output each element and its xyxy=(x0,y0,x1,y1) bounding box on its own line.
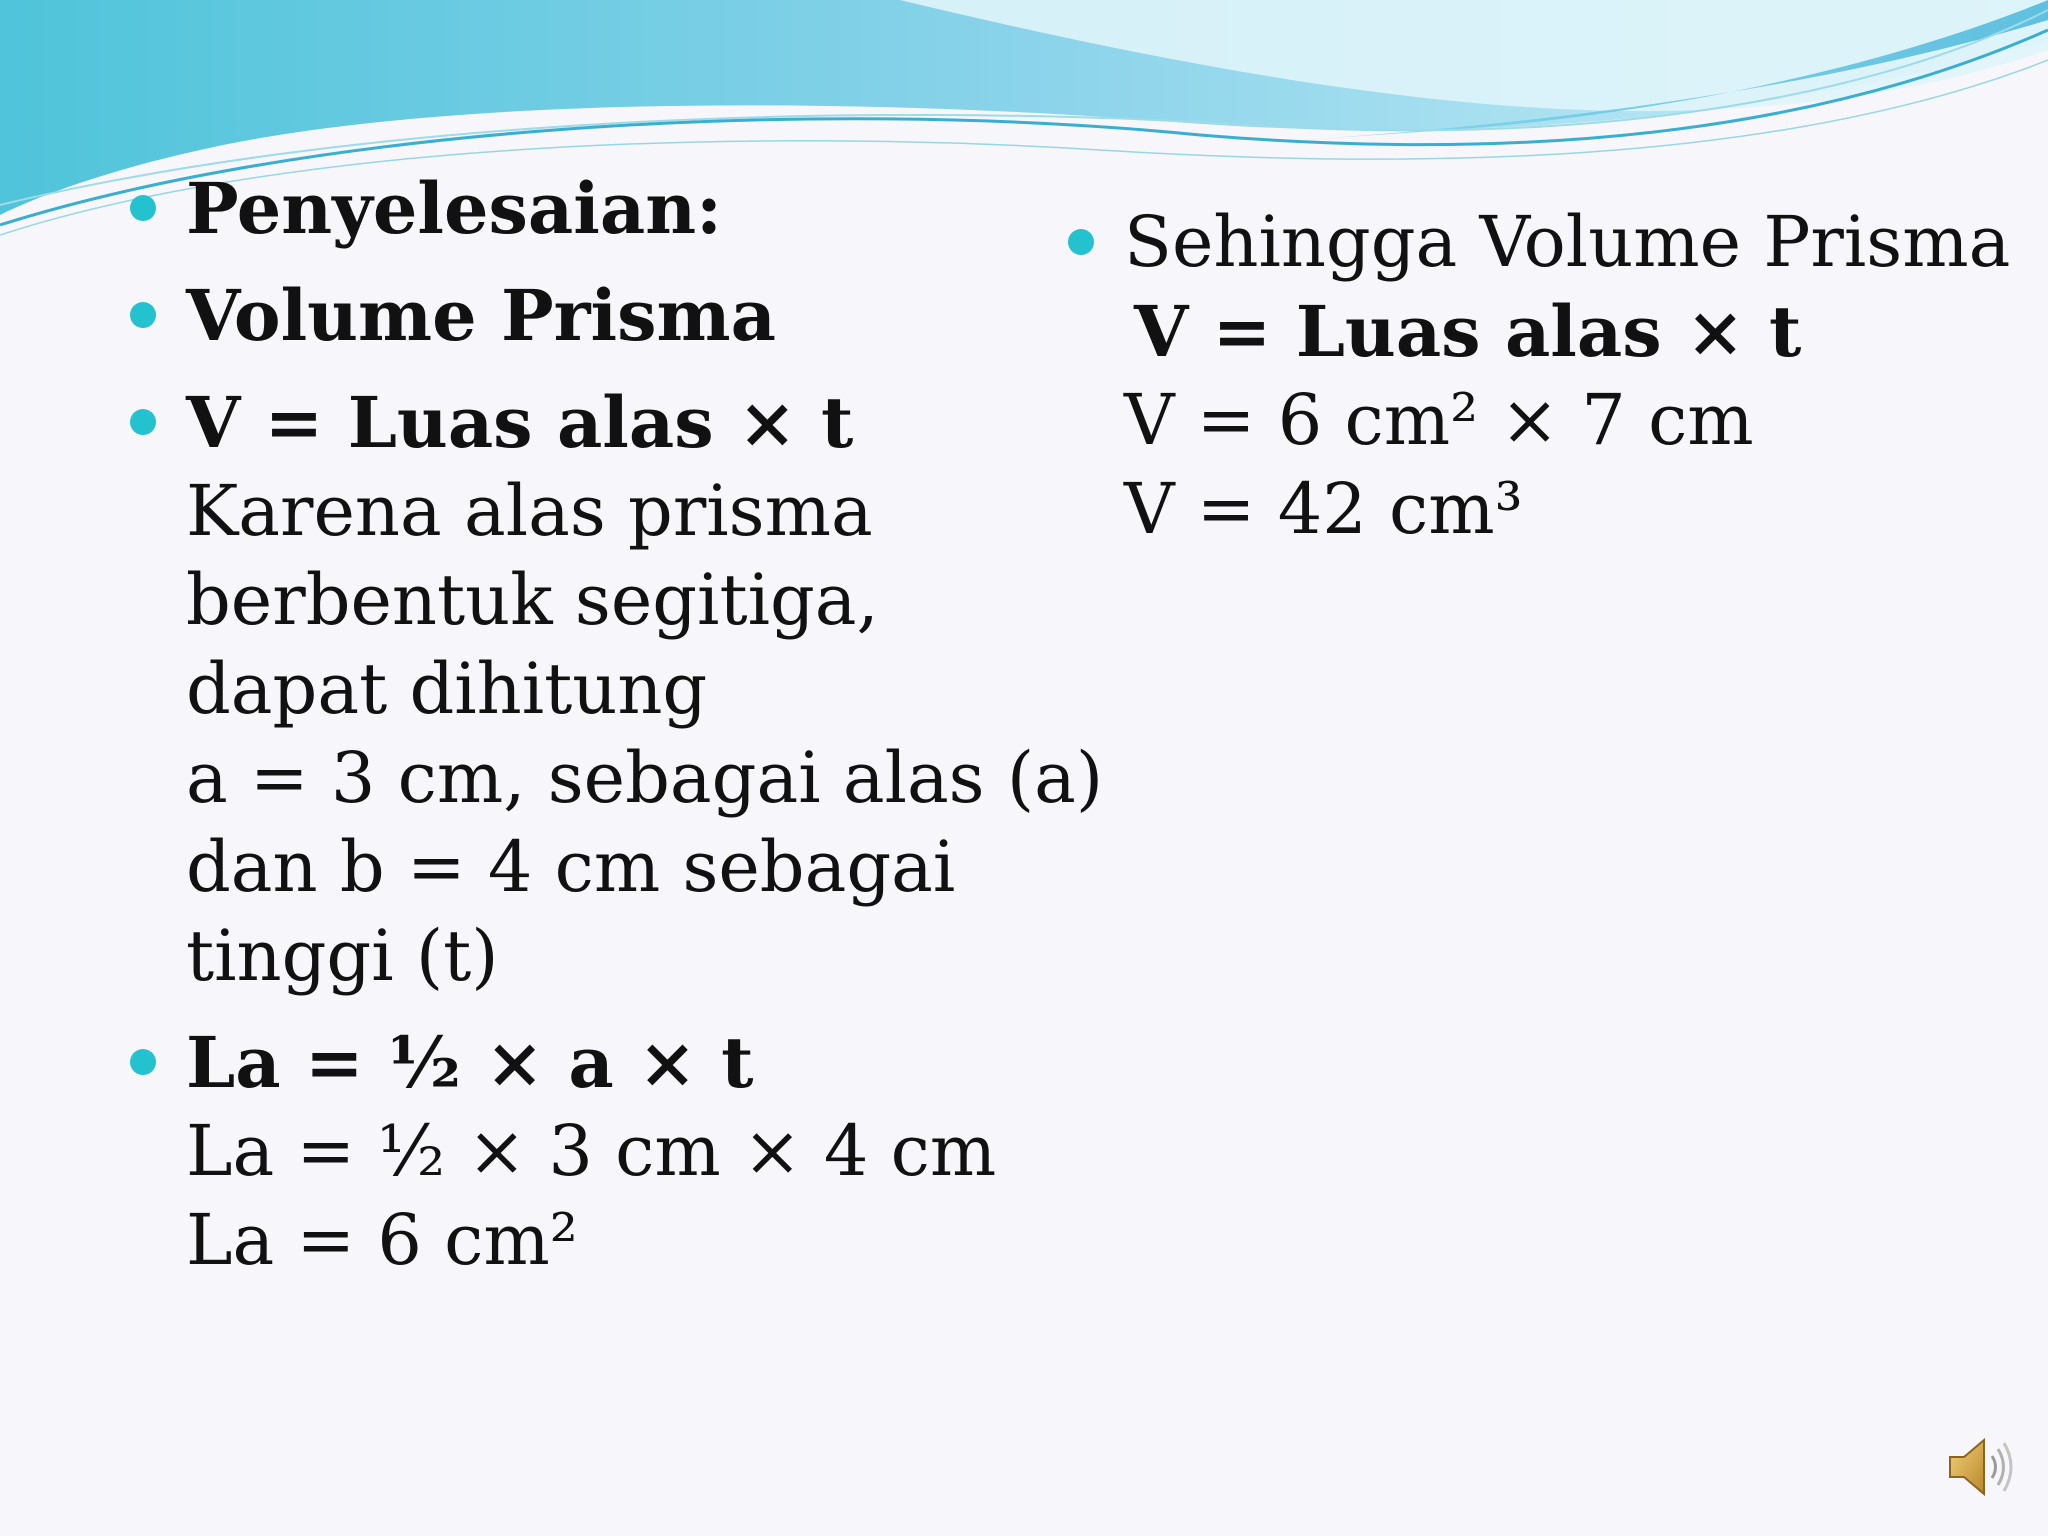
bullet-dot-icon xyxy=(1068,229,1094,255)
bullet-dot-icon xyxy=(130,1049,156,1075)
subheading-text: Volume Prisma xyxy=(186,274,776,357)
explanation-line: tinggi (t) xyxy=(186,915,499,997)
bullet-item-subheading xyxy=(124,271,776,360)
bullet-item-conclusion xyxy=(1062,198,2010,554)
explanation-line: dapat dihitung xyxy=(186,648,708,730)
area-step: La = ½ × 3 cm × 4 cm xyxy=(186,1110,997,1192)
volume-formula: V = Luas alas × t xyxy=(186,381,854,464)
conclusion-step: V = 6 cm² × 7 cm xyxy=(1124,379,1754,461)
bullet-item-volume-formula xyxy=(124,378,1103,1001)
bullet-dot-icon xyxy=(130,302,156,328)
explanation-line: dan b = 4 cm sebagai xyxy=(186,826,956,908)
bullet-item-heading xyxy=(124,164,722,253)
conclusion-intro: Sehingga Volume Prisma xyxy=(1124,201,2011,283)
speaker-icon[interactable] xyxy=(1944,1430,2018,1504)
conclusion-formula: V = Luas alas × t xyxy=(1134,290,1802,373)
explanation-line: berbentuk segitiga, xyxy=(186,559,879,641)
bullet-dot-icon xyxy=(130,409,156,435)
conclusion-step: V = 42 cm³ xyxy=(1124,468,1523,550)
explanation-line: a = 3 cm, sebagai alas (a) xyxy=(186,737,1104,819)
explanation-line: Karena alas prisma xyxy=(186,470,873,552)
bullet-item-area-formula xyxy=(124,1018,996,1285)
area-step: La = 6 cm² xyxy=(186,1199,578,1281)
bullet-dot-icon xyxy=(130,195,156,221)
area-formula: La = ½ × a × t xyxy=(186,1021,754,1104)
heading-text: Penyelesaian: xyxy=(186,167,722,250)
